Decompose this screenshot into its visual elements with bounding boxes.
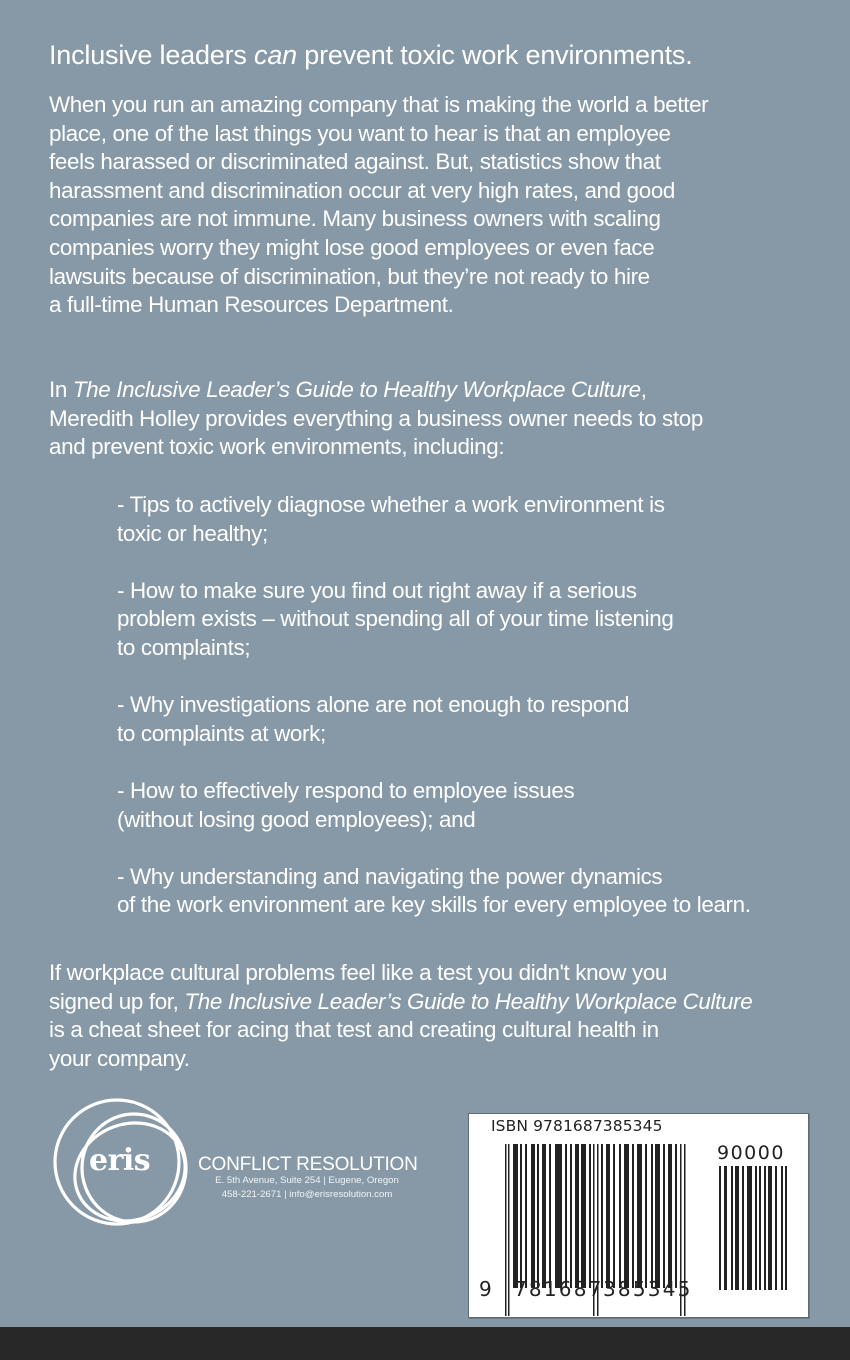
text-line: - Why investigations alone are not enough to respond [117,692,630,718]
barcode-digits-left: 781687 [514,1277,604,1301]
publisher-address: E. 5th Avenue, Suite 254 | Eugene, Oregon [215,1175,399,1186]
text-line: problem exists – without spending all of your time listening [117,606,674,632]
list-item [117,863,751,920]
list-item [117,777,751,834]
text-prefix: signed up for, [49,988,185,1014]
text-line: your company. [49,1045,190,1071]
text-line: place, one of the last things you want to hear is that an employee [49,120,671,146]
publisher-contact: 458-221-2671 | info@erisresolution.com [221,1189,393,1200]
headline-text: Inclusive leaders [49,40,255,70]
isbn-barcode [468,1113,809,1318]
text-line [49,376,703,405]
book-paragraph [49,376,703,462]
headline-emphasis: can [254,40,297,70]
text-line: harassment and discrimination occur at very high rates, and good [49,177,676,203]
text-line: - Why understanding and navigating the power dynamics [117,863,663,889]
feature-list [117,491,751,949]
text-line: If workplace cultural problems feel like a test you didn't know you [49,960,668,985]
barcode-digit-lead: 9 [479,1277,494,1301]
intro-paragraph [49,91,708,320]
text-prefix: In [49,377,73,402]
price-addon-code: 90000 [717,1142,785,1164]
text-line: to complaints at work; [117,720,326,746]
headline [49,40,693,71]
text-line: companies are not immune. Many business owners with scaling [49,206,661,232]
list-item [117,491,751,548]
text-line: (without losing good employees); and [117,806,476,832]
text-line: companies worry they might lose good employees or even face [49,234,655,260]
text-line: to complaints; [117,634,251,660]
publisher-name: CONFLICT RESOLUTION [198,1154,418,1175]
headline-text-end: prevent toxic work environments. [296,40,693,70]
text-line: - How to effectively respond to employee issues [117,777,575,803]
text-line: and prevent toxic work environments, including: [49,434,505,460]
book-title: The Inclusive Leader’s Guide to Healthy Workplace Culture [184,988,753,1014]
text-line: - How to make sure you find out right away if a serious [117,577,637,603]
text-line: Meredith Holley provides everything a business owner needs to stop [49,405,703,431]
isbn-label: ISBN 9781687385345 [491,1117,663,1135]
text-line: feels harassed or discriminated against. But, statistics show that [49,149,661,175]
text-line: a full-time Human Resources Department. [49,292,454,318]
text-line: When you run an amazing company that is making the world a better [49,92,709,117]
list-item [117,577,751,663]
text-line: - Tips to actively diagnose whether a work environment is [117,492,665,517]
text-line: is a cheat sheet for acing that test and creating cultural health in [49,1017,659,1043]
list-item [117,691,751,748]
text-suffix: , [640,377,647,402]
closing-paragraph [49,959,752,1073]
barcode-digits-right: 385345 [603,1277,693,1301]
text-line: toxic or healthy; [117,520,268,546]
text-line: of the work environment are key skills for every employee to learn. [117,892,751,918]
text-line: lawsuits because of discrimination, but they’re not ready to hire [49,263,650,289]
logo-wordmark: eris [89,1143,151,1178]
book-title: The Inclusive Leader’s Guide to Healthy Workplace Culture [72,377,641,402]
footer-bar [0,1327,850,1360]
text-line [49,988,752,1017]
